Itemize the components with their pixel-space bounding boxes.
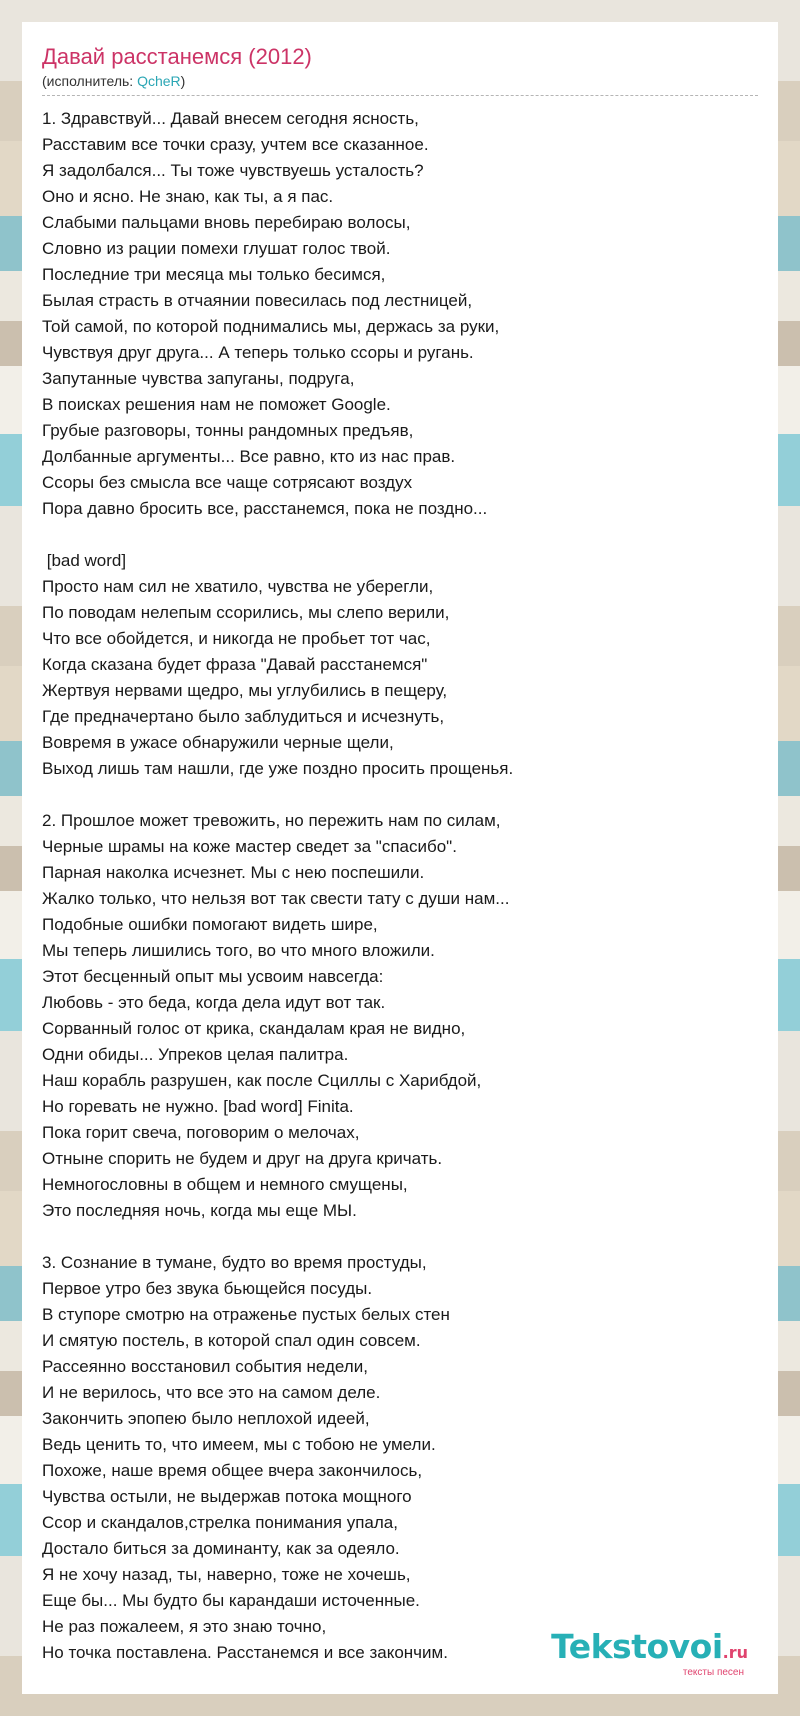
lyric-line: Былая страсть в отчаянии повесилась под лестницей, — [42, 291, 473, 310]
stanza-gap — [42, 782, 758, 808]
lyric-line: Жертвуя нервами щедро, мы углубились в пещеру, — [42, 681, 448, 700]
performer-line — [42, 72, 758, 90]
lyric-line: Просто нам сил не хватило, чувства не уберегли, — [42, 577, 434, 596]
lyric-line: Я не хочу назад, ты, наверно, тоже не хочешь, — [42, 1565, 411, 1584]
performer-link[interactable]: QcheR — [137, 73, 181, 89]
lyric-line: Этот бесценный опыт мы усвоим навсегда: — [42, 967, 384, 986]
lyric-line: Достало биться за доминанту, как за одеяло. — [42, 1539, 400, 1558]
lyric-line: В поисках решения нам не поможет Google. — [42, 395, 391, 414]
lyric-line: Когда сказана будет фраза "Давай расстанемся" — [42, 655, 428, 674]
lyric-line: Грубые разговоры, тонны рандомных предъяв, — [42, 421, 414, 440]
lyrics-body — [42, 106, 758, 1666]
logo-name: Tekstovoi — [551, 1627, 723, 1666]
logo-wordmark — [551, 1627, 748, 1670]
lyrics-card — [22, 22, 778, 1694]
lyric-line: Долбанные аргументы... Все равно, кто из нас прав. — [42, 447, 456, 466]
logo-tagline: тексты песен — [682, 1667, 744, 1678]
lyric-line: 1. Здравствуй... Давай внесем сегодня ясность, — [42, 109, 419, 128]
lyric-line: Немногословны в общем и немного смущены, — [42, 1175, 408, 1194]
lyric-line: Что все обойдется, и никогда не пробьет тот час, — [42, 629, 431, 648]
lyric-line: Еще бы... Мы будто бы карандаши источенные. — [42, 1591, 420, 1610]
lyric-line: Подобные ошибки помогают видеть шире, — [42, 915, 378, 934]
lyric-line: Где предначертано было заблудиться и исчезнуть, — [42, 707, 445, 726]
lyric-line: Отныне спорить не будем и друг на друга кричать. — [42, 1149, 443, 1168]
logo-tld: .ru — [722, 1643, 748, 1662]
lyric-line: Жалко только, что нельзя вот так свести тату с души нам... — [42, 889, 510, 908]
lyric-line: Ссоры без смысла все чаще сотрясают воздух — [42, 473, 413, 492]
lyric-line: Это последняя ночь, когда мы еще МЫ. — [42, 1201, 357, 1220]
lyric-line: Но точка поставлена. Расстанемся и все закончим. — [42, 1643, 448, 1662]
lyric-line: Оно и ясно. Не знаю, как ты, а я пас. — [42, 187, 334, 206]
lyric-line: Чувствуя друг друга... А теперь только ссоры и ругань. — [42, 343, 474, 362]
lyric-line: Ссор и скандалов,стрелка понимания упала, — [42, 1513, 398, 1532]
performer-suffix: ) — [180, 73, 186, 89]
lyric-line: И смятую постель, в которой спал один совсем. — [42, 1331, 421, 1350]
lyric-line: Рассеянно восстановил события недели, — [42, 1357, 368, 1376]
lyric-line: Первое утро без звука бьющейся посуды. — [42, 1279, 373, 1298]
lyric-line: Но горевать не нужно. [bad word] Finita. — [42, 1097, 354, 1116]
lyric-line: По поводам нелепым ссорились, мы слепо верили, — [42, 603, 450, 622]
song-title: Давай расстанемся (2012) — [42, 44, 312, 69]
lyric-line: Одни обиды... Упреков целая палитра. — [42, 1045, 349, 1064]
lyric-line: Ведь ценить то, что имеем, мы с тобою не умели. — [42, 1435, 436, 1454]
stanza-gap — [42, 522, 758, 548]
lyric-line: Словно из рации помехи глушат голос твой. — [42, 239, 391, 258]
lyric-line: Закончить эпопею было неплохой идеей, — [42, 1409, 370, 1428]
lyric-line: Парная наколка исчезнет. Мы с нею поспешили. — [42, 863, 425, 882]
lyric-line: Выход лишь там нашли, где уже поздно просить прощенья. — [42, 759, 514, 778]
lyric-line: Той самой, по которой поднимались мы, держась за руки, — [42, 317, 500, 336]
lyric-line: Не раз пожалеем, я это знаю точно, — [42, 1617, 327, 1636]
lyric-line: Чувства остыли, не выдержав потока мощного — [42, 1487, 412, 1506]
lyric-line: Мы теперь лишились того, во что много вложили. — [42, 941, 435, 960]
lyric-line: Похоже, наше время общее вчера закончилось, — [42, 1461, 423, 1480]
lyric-line: [bad word] — [42, 551, 127, 570]
lyric-line: Последние три месяца мы только бесимся, — [42, 265, 386, 284]
lyric-line: Вовремя в ужасе обнаружили черные щели, — [42, 733, 394, 752]
site-logo[interactable] — [551, 1627, 748, 1678]
lyric-line: Слабыми пальцами вновь перебираю волосы, — [42, 213, 411, 232]
lyric-line: Наш корабль разрушен, как после Сциллы с Харибдой, — [42, 1071, 482, 1090]
title-divider — [42, 95, 758, 96]
lyric-line: 2. Прошлое может тревожить, но пережить нам по силам, — [42, 811, 501, 830]
stanza-gap — [42, 1224, 758, 1250]
performer-prefix: (исполнитель: — [42, 73, 138, 89]
lyric-line: И не верилось, что все это на самом деле. — [42, 1383, 381, 1402]
lyric-line: Черные шрамы на коже мастер сведет за "спасибо". — [42, 837, 457, 856]
lyric-line: Расставим все точки сразу, учтем все сказанное. — [42, 135, 429, 154]
lyric-line: Запутанные чувства запуганы, подруга, — [42, 369, 355, 388]
lyric-line: Сорванный голос от крика, скандалам края не видно, — [42, 1019, 466, 1038]
lyric-line: 3. Сознание в тумане, будто во время простуды, — [42, 1253, 427, 1272]
lyric-line: В ступоре смотрю на отраженье пустых белых стен — [42, 1305, 450, 1324]
lyric-line: Любовь - это беда, когда дела идут вот так. — [42, 993, 386, 1012]
lyric-line: Пора давно бросить все, расстанемся, пока не поздно... — [42, 499, 488, 518]
lyric-line: Пока горит свеча, поговорим о мелочах, — [42, 1123, 360, 1142]
lyric-line: Я задолбался... Ты тоже чувствуешь усталость? — [42, 161, 424, 180]
